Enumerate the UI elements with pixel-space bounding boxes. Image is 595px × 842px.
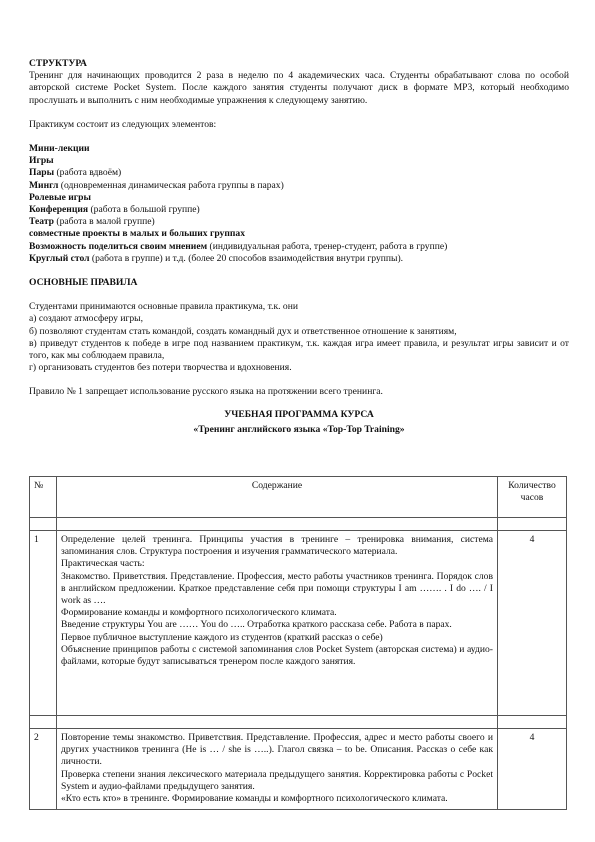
element-item <box>29 143 569 155</box>
element-item-note: (индивидуальная работа, тренер-студент, работа в группе) <box>207 240 448 252</box>
element-item <box>29 204 569 216</box>
program-title: УЧЕБНАЯ ПРОГРАММА КУРСА <box>224 408 374 420</box>
element-item-note: (работа вдвоём) <box>54 167 122 179</box>
document-body <box>29 58 569 436</box>
element-item-note: (работа в группе) и т.д. (более 20 способов взаимодействия внутри группы). <box>89 252 404 264</box>
row-num: 1 <box>30 531 57 716</box>
row-paragraph: Формирование команды и комфортного психологического климата. <box>61 607 337 619</box>
element-item-name: Ролевые игры <box>29 191 91 203</box>
row-paragraph: Знакомство. Приветствия. Представление. Профессия, место работы участников тренинга. Порядок слов в английском предложении. Краткое представление себя при помощи структуры I am ……. . I do …. / I work as …. <box>61 570 493 607</box>
rules-list <box>29 301 569 374</box>
element-item <box>29 155 569 167</box>
elements-intro: Практикум состоит из следующих элементов: <box>29 118 217 130</box>
structure-heading: СТРУКТУРА <box>29 58 87 69</box>
header-hours: Количество часов <box>498 477 567 518</box>
element-item-note: (работа в малой группе) <box>54 216 155 228</box>
element-item-name: Возможность поделиться своим мнением <box>29 240 208 252</box>
element-item <box>29 228 569 240</box>
row-hours: 4 <box>498 531 567 716</box>
element-item-name: Круглый стол <box>29 252 90 264</box>
table-row <box>30 729 567 810</box>
row-paragraph: Практическая часть: <box>61 558 145 570</box>
row-paragraph: Повторение темы знакомство. Приветствия. Представление. Профессия, адрес и место работы своего и других участников тренинга (He is … / she is …..). Глагол связка – to be. Описания. Рассказ о себе как личности. <box>61 732 493 768</box>
rule-line: б) позволяют студентам стать командой, создать командный дух и ответственное отношение к занятиям, <box>29 325 457 337</box>
row-paragraph: Определение целей тренинга. Принципы участия в тренинге – тренировка внимания, система запоминания слов. Структура построения и изучения грамматического материала. <box>61 534 493 558</box>
element-item-name: Игры <box>29 155 54 167</box>
row-paragraph: Первое публичное выступление каждого из студентов (краткий рассказ о себе) <box>61 631 383 643</box>
row-content <box>57 531 498 716</box>
element-item-name: совместные проекты в малых и больших группах <box>29 228 245 240</box>
program-subtitle: «Тренинг английского языка «Top-Top Training» <box>193 423 405 435</box>
element-item-name: Конференция <box>29 204 89 216</box>
element-item-name: Мингл <box>29 179 59 191</box>
elements-list <box>29 143 569 265</box>
element-item-note: (одновременная динамическая работа группы в парах) <box>58 179 284 191</box>
row-paragraph: Введение структуры You are …… You do ….. Отработка краткого рассказа себе. Работа в парах. <box>61 619 452 631</box>
rule-line: Студентами принимаются основные правила практикума, т.к. они <box>29 301 298 313</box>
rule-line: г) организовать студентов без потери творчества и вдохновения. <box>29 362 292 374</box>
row-paragraph: «Кто есть кто» в тренинге. Формирование команды и комфортного психологического климата. <box>61 793 448 805</box>
rule-line: в) приведут студентов к победе в игре под названием практикум, т.к. каждая игра имеет правила, и результат игры зависит и от того, как мы соблюдаем правила, <box>29 337 569 362</box>
element-item <box>29 192 569 204</box>
header-num: № <box>30 477 57 518</box>
row-hours: 4 <box>498 729 567 810</box>
element-item-name: Пары <box>29 167 55 179</box>
table-header-row <box>30 477 567 518</box>
program-table <box>29 476 567 810</box>
structure-intro: Тренинг для начинающих проводится 2 раза в неделю по 4 академических часа. Студенты обрабатывают слова по особой авторской системе Pocket System. После каждого занятия студенты получают диск в формате МР3, который необходимо прослушать и выполнить с ним необходимые упражнения к следующему занятию. <box>29 70 569 106</box>
element-item-name: Театр <box>29 216 55 228</box>
element-item <box>29 180 569 192</box>
element-item <box>29 167 569 179</box>
header-content: Содержание <box>57 477 498 518</box>
table-row <box>30 531 567 716</box>
row-num: 2 <box>30 729 57 810</box>
row-content <box>57 729 498 810</box>
rule-one: Правило № 1 запрещает использование русского языка на протяжении всего тренинга. <box>29 386 383 398</box>
row-paragraph: Объяснение принципов работы с системой запоминания слов Pocket System (авторская система) и аудио-файлами, которые будут записываться тренером после каждого занятия. <box>61 643 493 668</box>
element-item <box>29 253 569 265</box>
element-item-note: (работа в большой группе) <box>88 204 200 216</box>
element-item-name: Мини-лекции <box>29 143 90 155</box>
element-item <box>29 241 569 253</box>
row-paragraph: Проверка степени знания лексического материала предыдущего занятия. Корректировка работы с Pocket System и аудио-файлами предыдущего занятия. <box>61 768 493 792</box>
rule-line: а) создают атмосферу игры, <box>29 313 144 325</box>
element-item <box>29 216 569 228</box>
rules-heading: ОСНОВНЫЕ ПРАВИЛА <box>29 277 138 289</box>
